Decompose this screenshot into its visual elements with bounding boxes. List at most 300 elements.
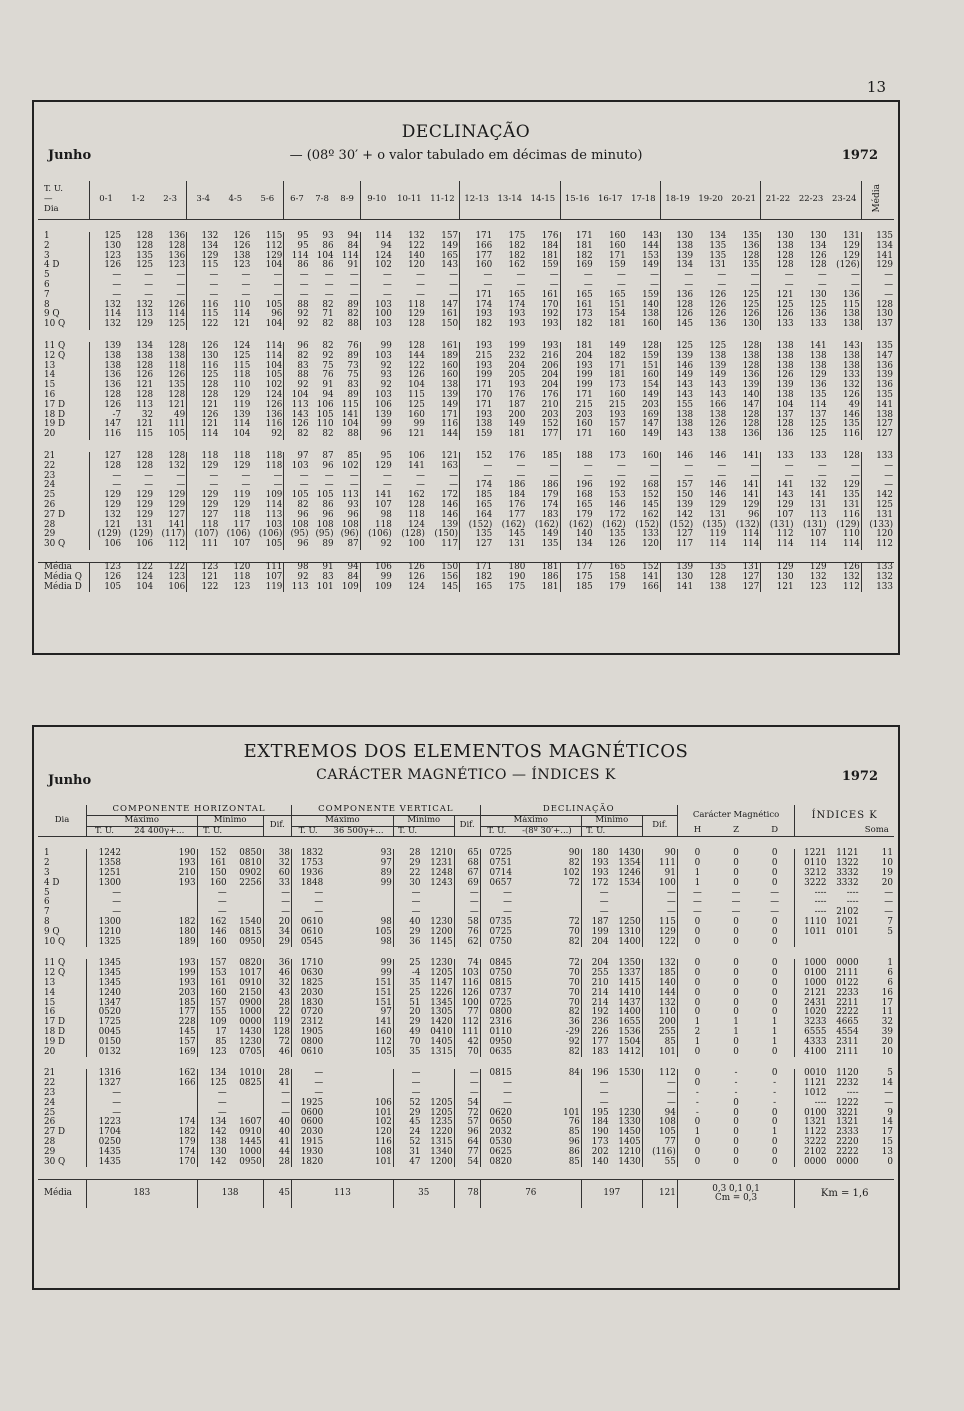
value-cell: 1345	[430, 997, 453, 1008]
day-label: 22	[44, 460, 56, 471]
value-cell: 171	[460, 401, 494, 411]
value-cell: 1825	[292, 979, 325, 989]
value-cell: 2150	[239, 987, 262, 998]
value-cell: 76	[347, 340, 359, 351]
table-row	[38, 938, 894, 948]
value-cell: 1121	[836, 848, 859, 859]
value-cell: 123	[90, 562, 123, 572]
value-cell: —	[851, 470, 860, 481]
table-row	[38, 530, 894, 540]
value-cell: ----	[846, 887, 859, 898]
value-cell: 199	[460, 371, 494, 381]
table-row	[38, 271, 894, 281]
value-cell: 144	[441, 429, 459, 440]
value-cell: 144	[642, 989, 677, 999]
value-cell: —	[817, 279, 827, 290]
value-cell: 2030	[292, 989, 325, 999]
value-cell: 41	[263, 1138, 291, 1148]
day-label: 21	[44, 1068, 56, 1079]
value-cell: 179	[560, 511, 594, 521]
value-cell: 180	[178, 926, 196, 937]
value-cell: 0657	[480, 879, 513, 889]
value-cell: 116	[187, 301, 220, 311]
value-cell: —	[197, 1089, 228, 1099]
value-cell: 126	[90, 573, 123, 583]
value-cell: —	[349, 480, 359, 491]
value-cell: 160	[375, 1026, 392, 1037]
value-cell: 160	[608, 240, 626, 251]
tu-header: T. U.	[581, 826, 609, 837]
value-cell: 129	[168, 499, 186, 510]
value-cell: 157	[441, 231, 459, 241]
base-header: 24 400γ+...	[134, 825, 185, 836]
value-cell: —	[87, 889, 123, 899]
value-cell: 1753	[292, 859, 325, 869]
media-d-max: 76	[480, 1180, 581, 1209]
value-cell: 1021	[836, 916, 859, 927]
value-cell: 134	[136, 340, 154, 351]
value-cell: 29	[393, 928, 421, 938]
value-cell: 1607	[239, 1117, 262, 1128]
value-cell: —	[284, 281, 310, 291]
value-cell: 49	[393, 1028, 421, 1038]
value-cell: 0	[771, 916, 778, 927]
value-cell: 126	[168, 299, 186, 310]
value-cell: 1936	[292, 869, 325, 879]
value-cell: —	[241, 279, 251, 290]
value-cell: 145	[642, 499, 659, 510]
value-cell: —	[750, 270, 760, 281]
value-cell: 0	[733, 1136, 739, 1147]
table-row	[38, 291, 894, 301]
value-cell: 29	[393, 859, 421, 869]
day-label: 10 Q	[44, 319, 66, 330]
value-cell: 175	[508, 231, 526, 241]
value-cell: 176	[541, 389, 559, 400]
value-cell: —	[480, 1089, 513, 1099]
value-cell: 101	[375, 1107, 392, 1118]
value-cell: 0	[733, 867, 739, 878]
table-row	[38, 261, 894, 271]
value-cell: 137	[809, 409, 827, 420]
value-cell: —	[393, 1089, 421, 1099]
value-cell: 168	[642, 480, 659, 491]
value-cell: 131	[843, 499, 860, 510]
value-cell: 132	[187, 232, 220, 242]
value-cell: 159	[460, 430, 494, 440]
value-cell: 84	[347, 240, 359, 251]
value-cell: —	[581, 898, 609, 908]
value-cell: —	[677, 908, 717, 918]
value-cell: 74	[454, 959, 480, 969]
value-cell: 86	[284, 261, 310, 271]
value-cell: —	[717, 270, 727, 281]
value-cell: 187	[508, 399, 526, 410]
value-cell: 0	[733, 1107, 739, 1118]
value-cell: 0	[677, 999, 717, 1009]
day-label: 11 Q	[44, 958, 66, 969]
day-label: 15	[44, 997, 56, 1008]
declination-table-frame	[32, 100, 900, 655]
value-cell: (106)	[226, 529, 251, 540]
value-cell: —	[393, 908, 421, 918]
value-cell: 1226	[430, 987, 453, 998]
value-cell: 96	[568, 1136, 580, 1147]
value-cell: 128	[742, 409, 760, 420]
value-cell: 193	[460, 342, 494, 352]
value-cell: 0	[733, 1146, 739, 1157]
value-cell: 15	[881, 1136, 893, 1147]
value-cell: 160	[608, 231, 626, 241]
value-cell: 6555	[795, 1028, 828, 1038]
value-cell: —	[449, 270, 459, 281]
value-cell: 41	[263, 1079, 291, 1089]
value-cell: —	[480, 1099, 513, 1109]
value-cell: 116	[375, 1136, 392, 1147]
value-cell: 129	[843, 240, 860, 251]
value-cell: 116	[441, 419, 459, 430]
value-cell: 91	[347, 260, 359, 271]
hour-header: 15-16	[560, 181, 594, 220]
value-cell: —	[292, 1069, 325, 1079]
value-cell: 11	[881, 848, 893, 859]
value-cell: 126	[709, 309, 727, 320]
value-cell: 163	[441, 460, 459, 471]
hour-header: 2-3	[163, 194, 177, 205]
value-cell: 0735	[480, 918, 513, 928]
value-cell: 97	[380, 1007, 392, 1018]
value-cell: —	[349, 289, 359, 300]
value-cell: —	[581, 1099, 609, 1109]
value-cell: 1400	[618, 1007, 641, 1018]
value-cell: 135	[460, 530, 494, 540]
value-cell: 139	[233, 409, 251, 420]
value-cell: —	[324, 289, 334, 300]
value-cell: 134	[197, 1069, 228, 1079]
value-cell: 86	[322, 260, 334, 271]
value-cell: —	[717, 460, 727, 471]
value-cell: 126	[709, 299, 727, 310]
value-cell: 193	[178, 977, 196, 988]
value-cell: 40	[263, 1128, 291, 1138]
value-cell: 20	[263, 918, 291, 928]
value-cell: 0	[733, 997, 739, 1008]
day-label: 7	[44, 907, 50, 918]
value-cell: 115	[136, 429, 154, 440]
day-label: 26	[44, 499, 56, 510]
day-label: 23	[44, 470, 56, 481]
value-cell	[324, 898, 393, 908]
value-cell: 108	[284, 521, 310, 531]
value-cell: 210	[581, 979, 609, 989]
value-cell: 133	[809, 319, 827, 330]
value-cell: 1725	[87, 1018, 123, 1028]
value-cell: —	[750, 279, 760, 290]
day-label: 15	[44, 380, 56, 391]
value-cell: —	[817, 270, 827, 281]
value-cell: 2032	[480, 1128, 513, 1138]
value-cell: 130	[742, 319, 760, 330]
table-row	[38, 320, 894, 330]
value-cell: 52	[393, 1138, 421, 1148]
value-cell: 129	[809, 370, 827, 381]
value-cell: 113	[284, 401, 310, 411]
value-cell: 199	[178, 968, 196, 979]
value-cell: 2111	[836, 1046, 859, 1057]
value-cell: 1122	[795, 1128, 828, 1138]
value-cell: —	[87, 1099, 123, 1109]
value-cell	[610, 898, 643, 908]
value-cell: 129	[168, 490, 186, 501]
value-cell: 152	[642, 561, 659, 572]
value-cell: 121	[187, 401, 220, 411]
value-cell: —	[817, 460, 827, 471]
day-label: 7	[44, 289, 50, 300]
value-cell: 171	[460, 232, 494, 242]
value-cell: 157	[197, 999, 228, 1009]
day-label: 20	[44, 1046, 56, 1057]
value-cell: 0625	[480, 1148, 513, 1158]
value-cell: 193	[508, 380, 526, 391]
value-cell: 166	[460, 242, 494, 252]
value-cell: 130	[187, 352, 220, 362]
value-cell: 171	[560, 232, 594, 242]
value-cell: 193	[178, 877, 196, 888]
value-cell: 122	[187, 320, 220, 330]
value-cell: 0	[677, 859, 717, 869]
value-cell: 1915	[292, 1138, 325, 1148]
value-cell: 0	[733, 968, 739, 979]
value-cell: 1848	[292, 879, 325, 889]
value-cell: 205	[508, 370, 526, 381]
value-cell	[122, 889, 197, 899]
day-label: 30 Q	[44, 1156, 66, 1167]
value-cell: 2256	[239, 877, 262, 888]
value-cell: 129	[360, 462, 393, 472]
value-cell: 0	[677, 1148, 717, 1158]
value-cell: 128	[136, 389, 154, 400]
value-cell: 112	[375, 1036, 392, 1047]
value-cell: -	[677, 1109, 717, 1119]
value-cell: 136	[168, 250, 186, 261]
value-cell: 129	[843, 480, 860, 491]
value-cell: 143	[642, 231, 659, 241]
value-cell: 0850	[239, 848, 262, 859]
value-cell: —	[861, 281, 894, 291]
value-cell: 123	[168, 571, 186, 582]
day-label: 4 D	[44, 260, 60, 271]
value-cell: 154	[642, 380, 659, 391]
value-cell: 0	[677, 928, 717, 938]
value-cell: —	[292, 1089, 325, 1099]
value-cell: 4665	[836, 1017, 859, 1028]
value-cell: 98	[380, 916, 392, 927]
table-row	[38, 362, 894, 372]
value-cell: 143	[709, 389, 727, 400]
value-cell: 177	[560, 562, 594, 572]
value-cell: 77	[454, 1008, 480, 1018]
value-cell: 128	[136, 231, 154, 241]
value-cell: —	[616, 279, 626, 290]
table-row	[38, 999, 894, 1009]
value-cell: 133	[861, 583, 894, 593]
value-cell: 0	[771, 1117, 778, 1128]
value-cell: 2102	[836, 907, 859, 918]
value-cell: 1504	[618, 1036, 641, 1047]
value-cell: —	[393, 898, 421, 908]
value-cell: 157	[197, 959, 228, 969]
value-cell: 10	[881, 858, 893, 869]
value-cell: 17	[881, 1127, 893, 1138]
hour-header: 8-9	[340, 194, 354, 205]
indices-k-header: ÍNDICES K	[795, 805, 894, 826]
value-cell: 147	[742, 399, 760, 410]
value-cell: 121	[761, 583, 795, 593]
value-cell: 126	[709, 419, 727, 430]
table-row	[38, 928, 894, 938]
hour-header: 9-10	[360, 181, 393, 220]
value-cell: 3332	[836, 867, 859, 878]
value-cell: 0820	[480, 1158, 513, 1168]
value-cell: 216	[541, 350, 559, 361]
value-cell: 1530	[618, 1068, 641, 1079]
value-cell: 92	[284, 320, 310, 330]
value-cell: 176	[508, 450, 526, 461]
value-cell: 114	[742, 539, 760, 550]
value-cell: 165	[460, 501, 494, 511]
value-cell: 83	[322, 571, 334, 582]
value-cell: 133	[761, 452, 795, 462]
value-cell: 129	[861, 261, 894, 271]
table-row	[38, 301, 894, 311]
value-cell: 116	[265, 419, 283, 430]
value-cell: 149	[660, 371, 694, 381]
value-cell: ----	[795, 1099, 828, 1109]
value-cell: 206	[541, 360, 559, 371]
value-cell: 138	[136, 350, 154, 361]
value-cell: 130	[660, 573, 694, 583]
table-row	[38, 540, 894, 550]
value-cell: 138	[660, 411, 694, 421]
value-cell: —	[761, 462, 795, 472]
value-cell: 106	[375, 1097, 392, 1108]
value-cell: 0100	[795, 1109, 828, 1119]
value-cell: —	[851, 279, 860, 290]
table-row	[38, 859, 894, 869]
value-cell: 128	[660, 301, 694, 311]
value-cell: 1230	[430, 916, 453, 927]
hour-header: 7-8	[315, 194, 329, 205]
value-cell: 92	[322, 350, 334, 361]
value-cell: 0845	[480, 959, 513, 969]
value-cell: 165	[508, 289, 526, 300]
value-cell: 108	[642, 1118, 677, 1128]
value-cell: 182	[560, 320, 594, 330]
value-cell: 157	[178, 1036, 196, 1047]
table-row	[38, 1028, 894, 1038]
table-row	[38, 869, 894, 879]
base-header: 36 500γ+...	[333, 825, 384, 836]
value-cell: 135	[742, 260, 760, 271]
value-cell: 128	[761, 252, 795, 262]
value-cell: 162	[642, 509, 659, 520]
value-cell: 214	[581, 999, 609, 1009]
value-cell: 215	[608, 399, 626, 410]
table-row	[38, 1069, 894, 1079]
value-cell: 135	[843, 490, 860, 501]
value-cell: 139	[660, 252, 694, 262]
value-cell: 28	[263, 999, 291, 1009]
value-cell: 102	[341, 460, 359, 471]
value-cell: 136	[809, 380, 827, 391]
value-cell: 129	[408, 309, 425, 320]
value-cell: —	[677, 898, 717, 908]
value-cell: —	[197, 898, 228, 908]
value-cell: 116	[187, 362, 220, 372]
value-cell: 0815	[239, 926, 262, 937]
value-cell: 210	[178, 867, 196, 878]
value-cell: 146	[660, 452, 694, 462]
value-cell: 104	[341, 419, 359, 430]
value-cell: 138	[233, 250, 251, 261]
value-cell: 69	[454, 879, 480, 889]
value-cell: 115	[187, 310, 220, 320]
value-cell: 91	[322, 561, 334, 572]
value-cell: 72	[568, 958, 580, 969]
value-cell: 129	[709, 499, 727, 510]
value-cell: 128	[861, 301, 894, 311]
value-cell: 0	[733, 977, 739, 988]
dif-header: Dif.	[454, 815, 480, 837]
empty-header	[610, 826, 643, 837]
value-cell: 3332	[836, 877, 859, 888]
value-cell: 170	[541, 299, 559, 310]
value-cell: 105	[168, 429, 186, 440]
value-cell: 122	[642, 938, 677, 948]
table-row	[38, 411, 894, 421]
value-cell: 116	[843, 509, 860, 520]
value-cell: 1347	[87, 999, 123, 1009]
value-cell: 51	[393, 999, 421, 1009]
value-cell: 71	[322, 309, 334, 320]
value-cell: —	[460, 462, 494, 472]
value-cell: 111	[642, 859, 677, 869]
day-label: 19 D	[44, 1036, 66, 1047]
value-cell: (129)	[129, 529, 154, 540]
value-cell: —	[460, 271, 494, 281]
value-cell: 125	[408, 399, 425, 410]
value-cell: 1250	[618, 916, 641, 927]
value-cell: 135	[843, 419, 860, 430]
media-h-max: 183	[87, 1180, 198, 1209]
value-cell: 138	[843, 360, 860, 371]
value-cell: ----	[795, 898, 828, 908]
value-cell: 130	[809, 231, 827, 241]
value-cell: —	[677, 889, 717, 899]
value-cell: 104	[265, 319, 283, 330]
value-cell: 149	[441, 240, 459, 251]
value-cell: 2333	[836, 1127, 859, 1138]
day-label: 17 D	[44, 1017, 66, 1028]
value-cell: 126	[233, 231, 251, 241]
value-cell: 169	[178, 1046, 196, 1057]
value-cell: 24	[393, 1128, 421, 1138]
value-cell: -	[734, 1068, 738, 1079]
value-cell: 190	[581, 1128, 609, 1138]
value-cell: 72	[454, 1109, 480, 1119]
value-cell: 1316	[87, 1069, 123, 1079]
value-cell: 0810	[239, 858, 262, 869]
